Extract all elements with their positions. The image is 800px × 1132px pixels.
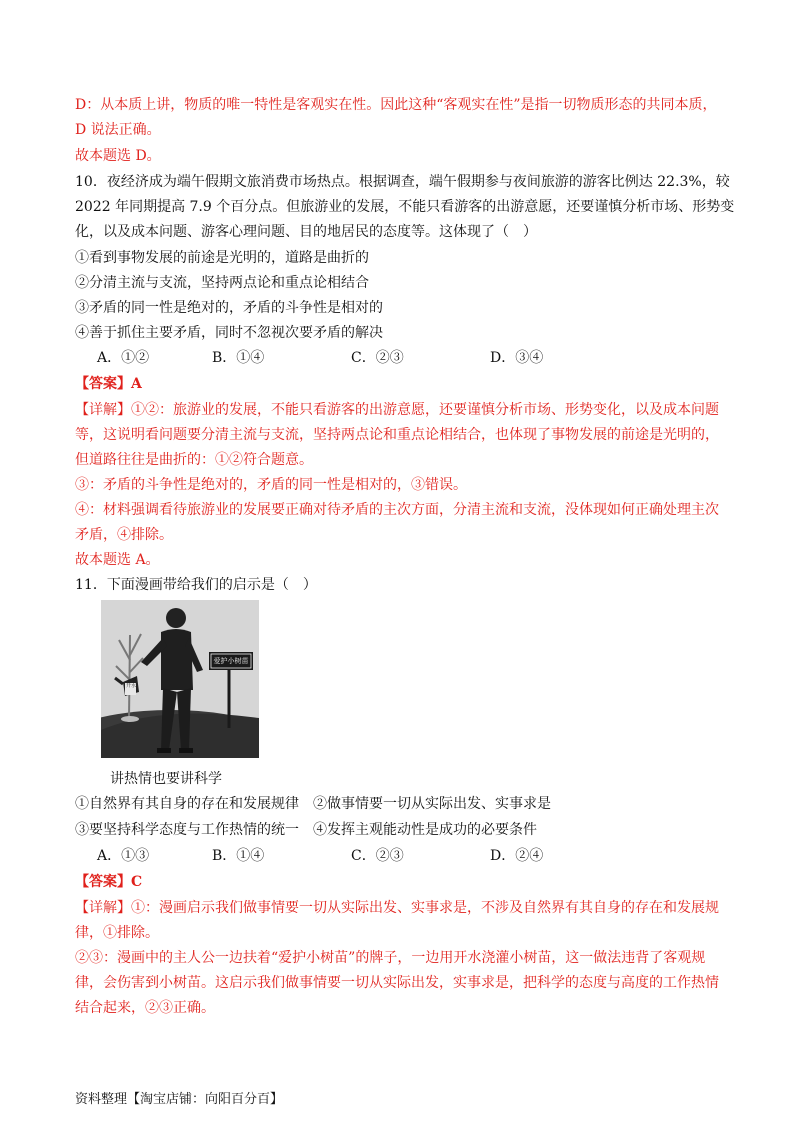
answer-label: 【答案】A xyxy=(75,376,142,392)
question-10-statement: ①看到事物发展的前途是光明的，道路是曲折的 xyxy=(75,250,369,266)
explanation-line: 矛盾，④排除。 xyxy=(75,527,173,543)
explanation-line: ②③：漫画中的主人公一边扶着“爱护小树苗”的牌子，一边用开水浇灌小树苗，这一做法违背了客观规 xyxy=(75,950,706,966)
explanation-line: 【详解】①②：旅游业的发展，不能只看游客的出游意愿，还要谨慎分析市场、形势变化，以及成本问题 xyxy=(75,402,719,418)
question-10-statement: ②分清主流与支流，坚持两点论和重点论相结合 xyxy=(75,275,369,291)
choice-a: A．①③ xyxy=(97,848,150,864)
prev-explanation-line: D：从本质上讲，物质的唯一特性是客观实在性。因此这种“客观实在性”是指一切物质形态的共同本质， xyxy=(75,97,717,113)
answer-label: 【答案】C xyxy=(75,874,143,890)
conclusion-line: 故本题选 A。 xyxy=(75,552,160,568)
cartoon-image xyxy=(101,600,259,758)
question-10-statement: ④善于抓住主要矛盾，同时不忽视次要矛盾的解决 xyxy=(75,325,383,341)
question-10-text: 化，以及成本问题、游客心理问题、目的地居民的态度等。这体现了（ ） xyxy=(75,224,537,240)
sign-text: 爱护小树苗 xyxy=(213,657,249,665)
prev-conclusion: 故本题选 D。 xyxy=(75,148,161,164)
explanation-line: 律，①排除。 xyxy=(75,925,159,941)
choice-b: B．①④ xyxy=(212,848,265,864)
question-11-choices xyxy=(97,846,657,866)
explanation-line: 【详解】①：漫画启示我们做事情要一切从实际出发、实事求是，不涉及自然界有其自身的存在和发展规 xyxy=(75,900,719,916)
question-11-text: 11．下面漫画带给我们的启示是（ ） xyxy=(75,577,317,593)
prev-explanation-line: D 说法正确。 xyxy=(75,122,161,138)
question-11-statement: ①自然界有其自身的存在和发展规律 ②做事情要一切从实际出发、实事求是 xyxy=(75,796,551,812)
cartoon-caption: 讲热情也要讲科学 xyxy=(110,771,222,787)
choice-b: B．①④ xyxy=(212,350,265,366)
choice-c: C．②③ xyxy=(351,848,404,864)
question-11-statement: ③要坚持科学态度与工作热情的统一 ④发挥主观能动性是成功的必要条件 xyxy=(75,822,537,838)
choice-c: C．②③ xyxy=(351,350,404,366)
question-10-text: 10．夜经济成为端午假期文旅消费市场热点。根据调查，端午假期参与夜间旅游的游客比例达 22.3%，较 xyxy=(75,174,730,190)
explanation-line: 律，会伤害到小树苗。这启示我们做事情要一切从实际出发，实事求是，把科学的态度与高度的工作热情 xyxy=(75,975,719,991)
explanation-line: ④：材料强调看待旅游业的发展要正确对待矛盾的主次方面，分清主流和支流，没体现如何正确处理主次 xyxy=(75,502,719,518)
choice-d: D．②④ xyxy=(490,848,544,864)
explanation-line: ③：矛盾的斗争性是绝对的，矛盾的同一性是相对的，③错误。 xyxy=(75,477,467,493)
question-10-statement: ③矛盾的同一性是绝对的，矛盾的斗争性是相对的 xyxy=(75,300,383,316)
question-10-choices xyxy=(97,348,657,368)
explanation-line: 等，这说明看问题要分清主流与支流，坚持两点论和重点论相结合，也体现了事物发展的前途是光明的， xyxy=(75,427,719,443)
choice-d: D．③④ xyxy=(490,350,544,366)
explanation-line: 但道路往往是曲折的：①②符合题意。 xyxy=(75,452,313,468)
question-10-text: 2022 年同期提高 7.9 个百分点。但旅游业的发展，不能只看游客的出游意愿，还要谨慎分析市场、形势变 xyxy=(75,199,735,215)
explanation-line: 结合起来，②③正确。 xyxy=(75,1000,215,1016)
choice-a: A．①② xyxy=(97,350,150,366)
footer-credit: 资料整理【淘宝店铺：向阳百分百】 xyxy=(75,1092,284,1107)
kettle-text: 开水 xyxy=(126,683,137,689)
